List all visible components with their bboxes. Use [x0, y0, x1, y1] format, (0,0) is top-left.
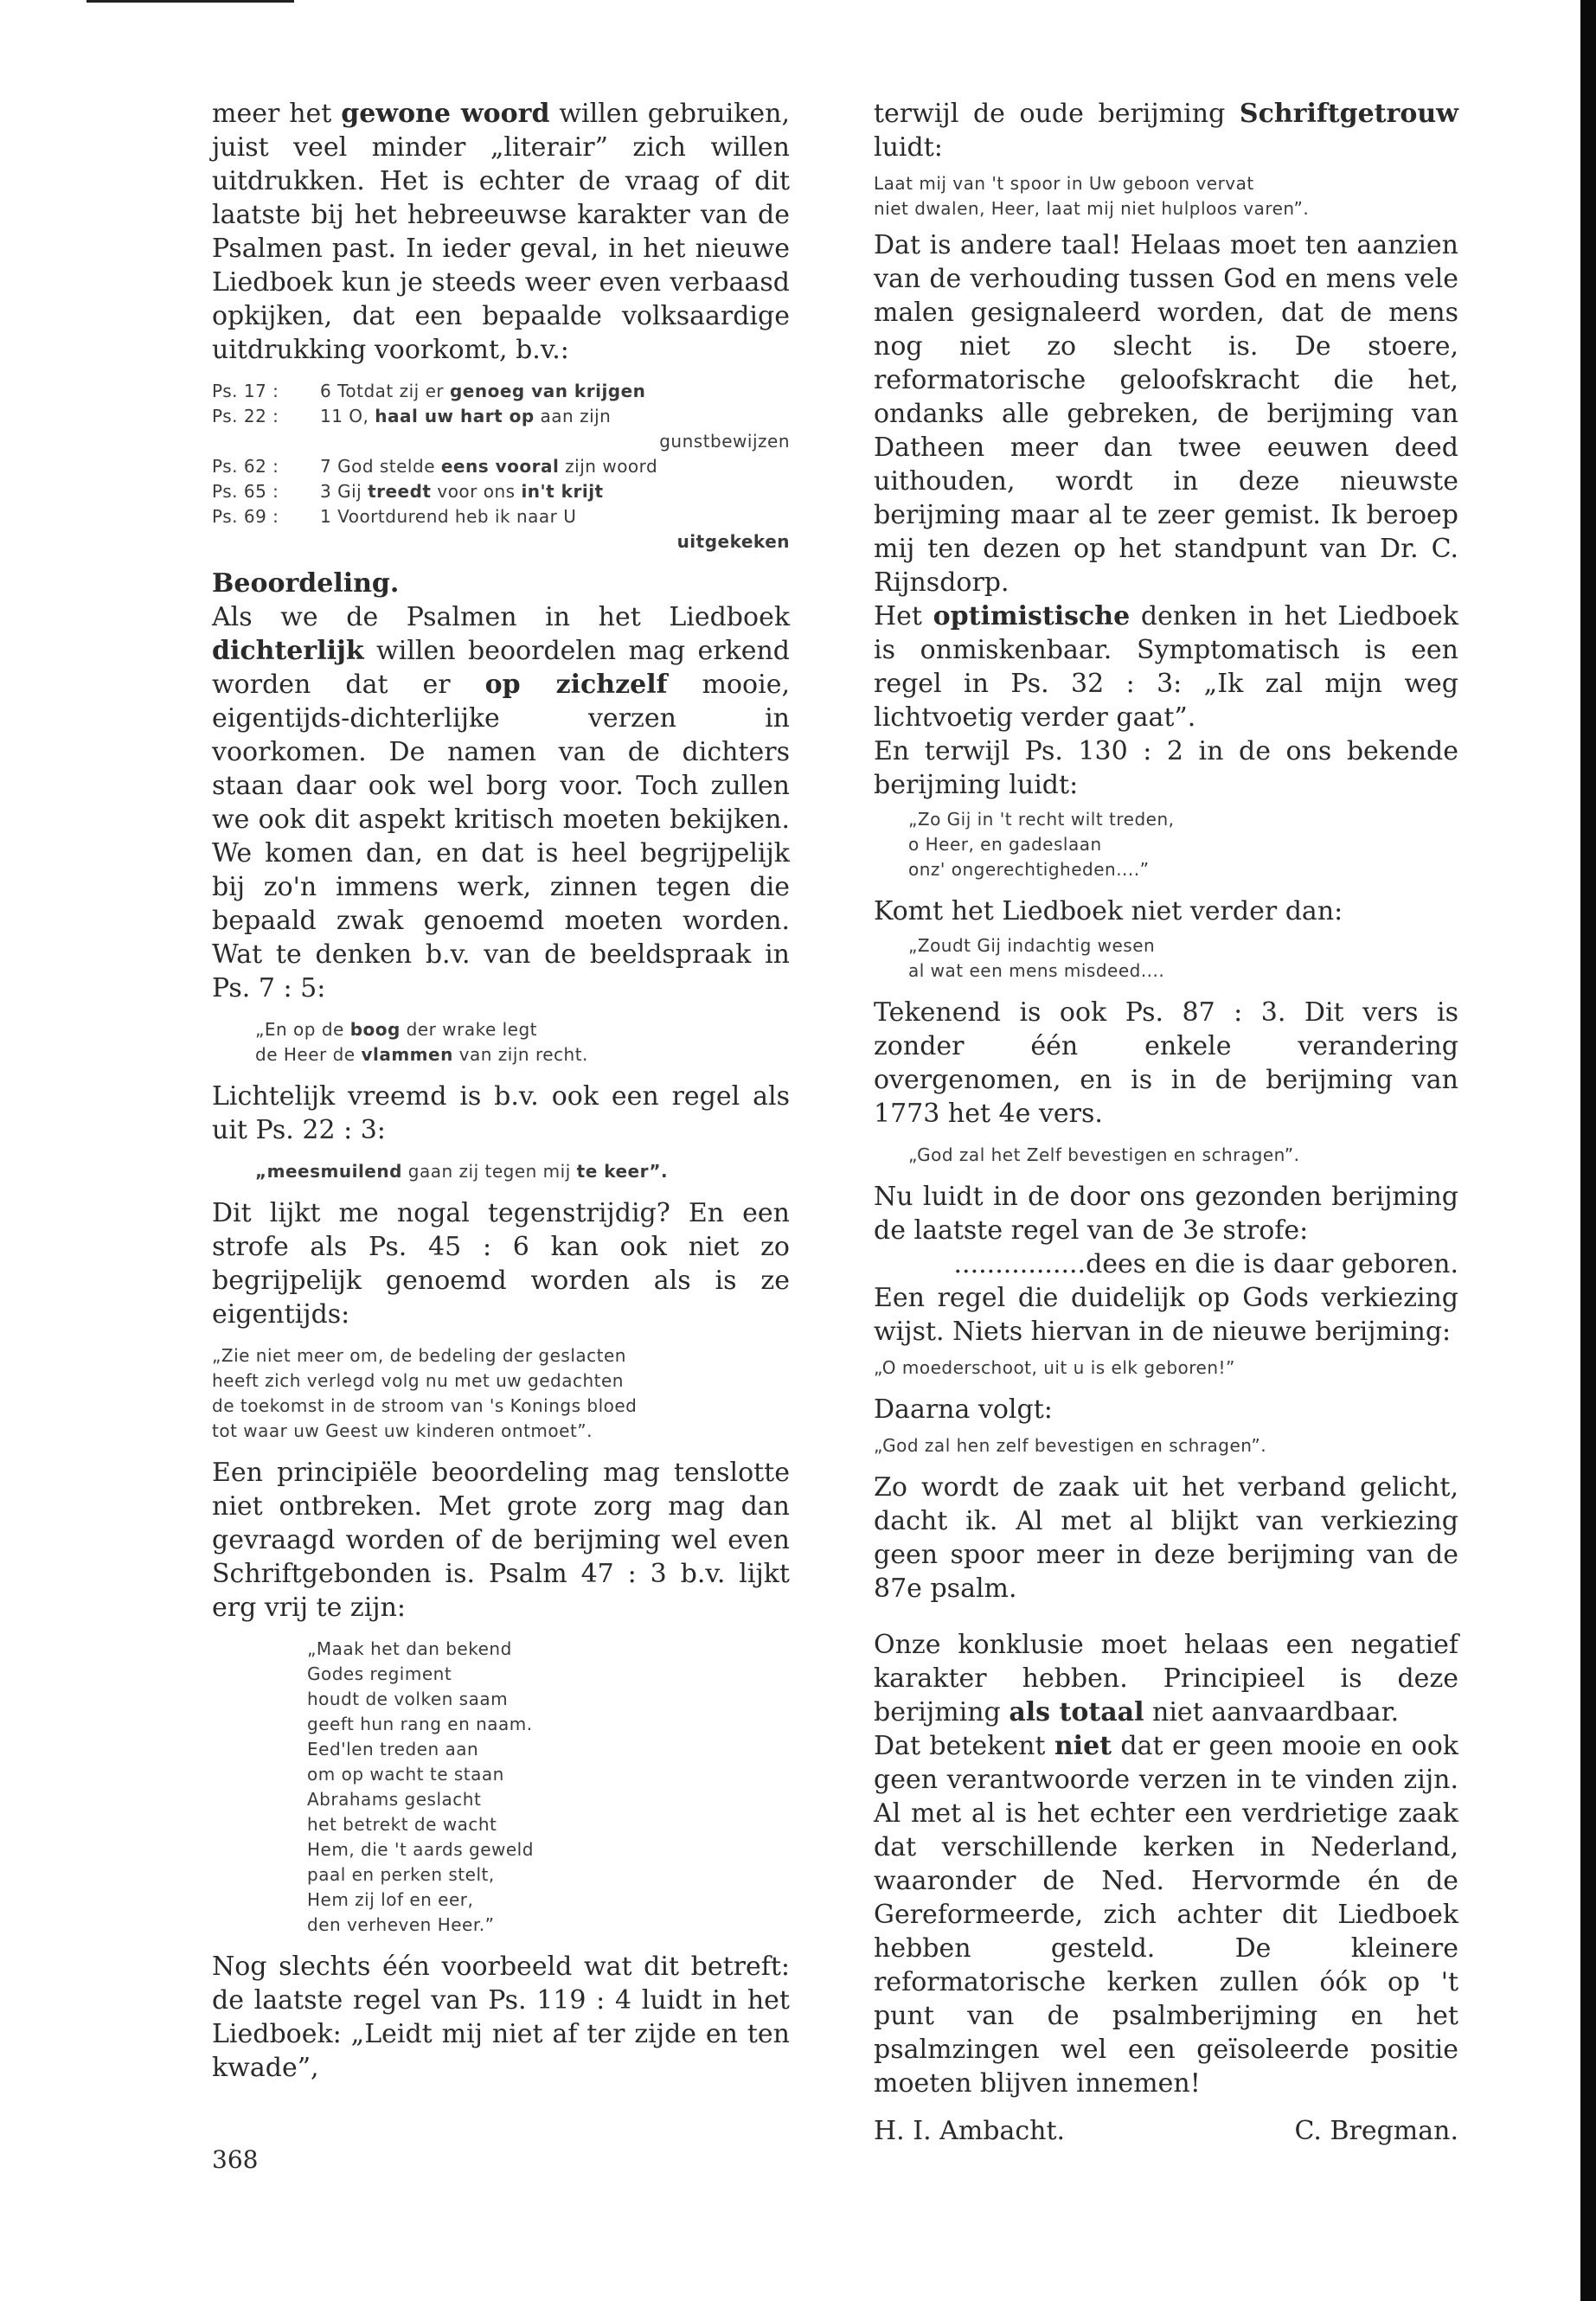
paragraph: Een regel die duidelijk op Gods verkiezing wijst. Niets hiervan in de nieuwe berijming:: [874, 1283, 1458, 1347]
paragraph: Dat is andere taal! Helaas moet ten aanzien van de verhouding tussen God en mens vele malen gesignaleerd worden, dat de mens nog niet zo slecht is. De stoere, reformatorische geloofskracht die het, ondanks alle gebreken, de berijming van Datheen meer dan twee eeuwen deed uithouden, wordt in deze nieuwste berijming maar al te zeer gemist. Ik beroep mij ten dezen op het standpunt van Dr. C. Rijnsdorp.: [874, 230, 1458, 598]
right-column: [874, 97, 1458, 2148]
paragraph: Komt het Liedboek niet verder dan:: [874, 896, 1343, 926]
psalm-examples: [212, 379, 790, 554]
psalm-example-row: Ps. 17 : 6 Totdat zij er genoeg van krijgen: [212, 381, 646, 401]
psalm-example-row: Ps. 69 : 1 Voortdurend heb ik naar U uitgekeken: [212, 506, 790, 552]
paragraph: meer het gewone woord willen gebruiken, juist veel minder „literair” zich willen uitdrukken. Het is echter de vraag of dit laatste bij het hebreeuwse karakter van de Psalmen past. In ieder geval, in het nieuwe Liedboek kun je steeds weer even verbaasd opkijken, dat een bepaalde volksaardige uitdrukking voorkomt, b.v.:: [212, 99, 790, 365]
left-column: [212, 97, 790, 2085]
signature-ambacht: H. I. Ambacht.: [874, 2116, 1066, 2146]
paragraph: Daarna volgt:: [874, 1394, 1053, 1425]
paragraph: Tekenend is ook Ps. 87 : 3. Dit vers is zonder één enkele verandering overgenomen, en is in de berijming van 1773 het 4e vers.: [874, 997, 1458, 1129]
signature-bregman: C. Bregman.: [1294, 2116, 1458, 2146]
paragraph: Dat betekent niet dat er geen mooie en ook geen verantwoorde verzen in te vinden zijn. Al met al is het echter een verdrietige zaak dat verschillende kerken in Nederland, waaronder de Ned. Hervormde én de Gereformeerde, zich achter dit Liedboek hebben gesteld. De kleinere reformatorische kerken zullen óók op 't punt van de psalmberijming en het psalmzingen wel een geïsoleerde positie moeten blijven innemen!: [874, 1731, 1458, 2099]
paragraph: Nog slechts één voorbeeld wat dit betreft: de laatste regel van Ps. 119 : 4 luidt in het Liedboek: „Leidt mij niet af ter zijde en ten kwade”,: [212, 1952, 790, 2083]
top-rule: [87, 0, 294, 3]
signatures: [874, 2114, 1458, 2148]
quote-new-rhyme: „O moederschoot, uit u is elk geboren!”: [874, 1357, 1235, 1378]
page-number: 368: [212, 2145, 259, 2174]
quote-ps87: „God zal het Zelf bevestigen en schragen”.: [908, 1144, 1300, 1165]
paragraph: Een principiële beoordeling mag tenslotte niet ontbreken. Met grote zorg mag dan gevraagd worden of de berijming wel even Schriftgebonden is. Psalm 47 : 3 b.v. lijkt erg vrij te zijn:: [212, 1458, 790, 1623]
paragraph: terwijl de oude berijming Schriftgetrouw luidt:: [874, 99, 1458, 163]
paragraph: Onze konklusie moet helaas een negatief karakter hebben. Principieel is deze berijming als totaal niet aanvaardbaar.: [874, 1630, 1458, 1727]
quote-ps45: „Zie niet meer om, de bedeling der geslacten heeft zich verlegd volg nu met uw gedachten de toekomst in de stroom van 's Konings bloed tot waar uw Geest uw kinderen ontmoet”.: [212, 1345, 638, 1441]
paragraph: Lichtelijk vreemd is b.v. ook een regel als uit Ps. 22 : 3:: [212, 1081, 790, 1145]
paragraph: Dit lijkt me nogal tegenstrijdig? En een strofe als Ps. 45 : 6 kan ook niet zo begrijpelijk genoemd worden als is ze eigentijds:: [212, 1198, 790, 1330]
psalm-example-row: Ps. 22 : 11 O, haal uw hart op aan zijn gunstbewijzen: [212, 406, 790, 452]
psalm-example-row: Ps. 65 : 3 Gij treedt voor ons in't krijt: [212, 481, 604, 502]
quote-ps22: „meesmuilend gaan zij tegen mij te keer”.: [255, 1161, 669, 1182]
paragraph: Zo wordt de zaak uit het verband gelicht, dacht ik. Al met al blijkt van verkiezing geen spoor meer in deze berijming van de 87e psalm.: [874, 1472, 1458, 1604]
quote-ps7: „En op de boog der wrake legt de Heer de vlammen van zijn recht.: [255, 1019, 588, 1065]
scan-edge-bar: [1580, 0, 1596, 2301]
section-heading: Beoordeling.: [212, 568, 400, 599]
psalm-example-row: Ps. 62 : 7 God stelde eens vooral zijn woord: [212, 456, 658, 477]
quote-ps130: „Zo Gij in 't recht wilt treden, o Heer, en gadeslaan onz' ongerechtigheden....”: [908, 809, 1175, 880]
paragraph: En terwijl Ps. 130 : 2 in de ons bekende berijming luidt:: [874, 736, 1458, 800]
paragraph: Het optimistische denken in het Liedboek is onmiskenbaar. Symptomatisch is een regel in Ps. 32 : 3: „Ik zal mijn weg lichtvoetig verder gaat”.: [874, 601, 1458, 733]
quote-ps47: „Maak het dan bekend Godes regiment houdt de volken saam geeft hun rang en naam. Eed'len treden aan om op wacht te staan Abrahams geslacht het betrekt de wacht Hem, die 't aards geweld paal en perken stelt, Hem zij lof en eer, den verheven Heer.”: [307, 1638, 534, 1935]
paragraph: Nu luidt in de door ons gezonden berijming de laatste regel van de 3e strofe:: [874, 1182, 1458, 1246]
paragraph: Als we de Psalmen in het Liedboek dichterlijk willen beoordelen mag erkend worden dat er op zichzelf mooie, eigentijds-dichterlijke verzen in voorkomen. De namen van de dichters staan daar ook wel borg voor. Toch zullen we ook dit aspekt kritisch moeten bekijken. We komen dan, en dat is heel begrijpelijk bij zo'n immens werk, zinnen tegen die bepaald zwak genoemd moeten worden. Wat te denken b.v. van de beeldspraak in Ps. 7 : 5:: [212, 602, 790, 1003]
quote-followup: „God zal hen zelf bevestigen en schragen”.: [874, 1435, 1267, 1456]
quote-old-rhyme: Laat mij van 't spoor in Uw geboon vervat niet dwalen, Heer, laat mij niet hulploos varen”.: [874, 173, 1310, 219]
quote-liedboek: „Zoudt Gij indachtig wesen al wat een mens misdeed....: [908, 935, 1165, 981]
paragraph: ................dees en die is daar geboren.: [953, 1249, 1458, 1279]
